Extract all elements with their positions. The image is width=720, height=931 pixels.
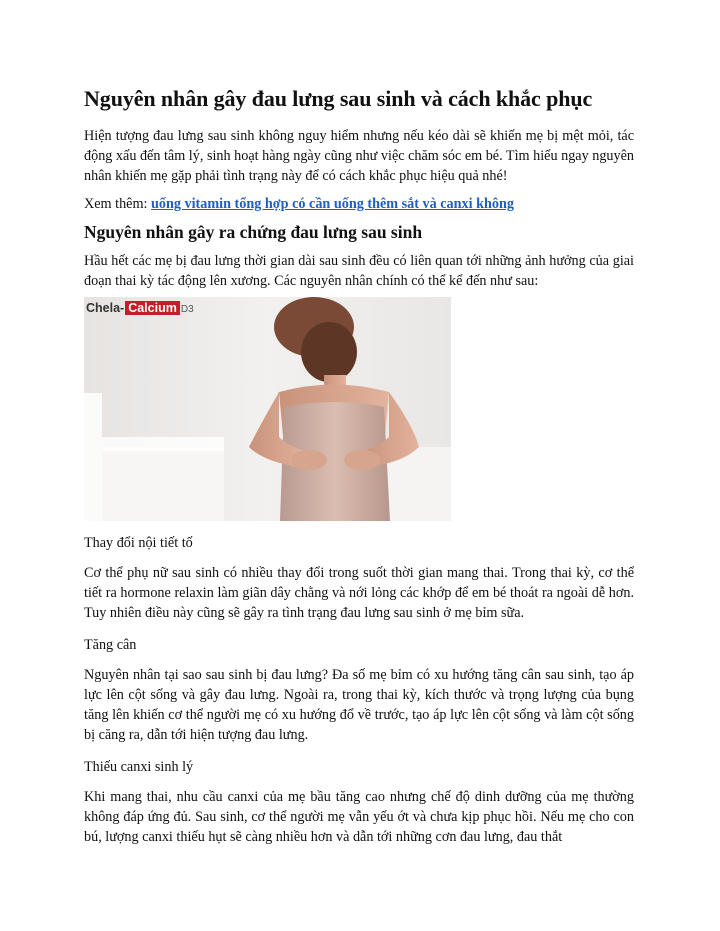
brand-logo-mid: Calcium [125, 301, 180, 315]
article-image [84, 297, 451, 521]
brand-logo [86, 301, 194, 315]
woman-back-pain-illustration [84, 297, 451, 521]
cause-paragraph: Khi mang thai, nhu cầu canxi của mẹ bầu tăng cao nhưng chế độ dinh dưỡng của mẹ thường không đáp ứng đủ. Sau sinh, cơ thể người mẹ vẫn yếu ớt và chưa kịp phục hồi. Nếu mẹ cho con bú, lượng canxi thiếu hụt sẽ càng nhiều hơn và dẫn tới những cơn đau lưng, đau thắt [84, 789, 634, 845]
section-intro-paragraph: Hầu hết các mẹ bị đau lưng thời gian dài sau sinh đều có liên quan tới những ảnh hưởng của giai đoạn thai kỳ tác động lên xương. Các nguyên nhân chính có thể kể đến như sau: [84, 253, 634, 289]
see-also-link[interactable]: uống vitamin tổng hợp có cần uống thêm sắt và canxi không [150, 196, 514, 212]
cause-heading: Tăng cân [84, 637, 137, 653]
cause-paragraph: Nguyên nhân tại sao sau sinh bị đau lưng? Đa số mẹ bỉm có xu hướng tăng cân sau sinh, tạo áp lực lên cột sống và gây đau lưng. Ngoài ra, trong thai kỳ, kích thước và trọng lượng của bụng tăng lên khiến cơ thể người mẹ có xu hướng đổ về trước, tạo áp lực lên cột sống và làm cột sống bị căng ra, dẫn tới hiện tượng đau lưng. [84, 667, 634, 743]
cause-paragraph: Cơ thể phụ nữ sau sinh có nhiều thay đổi trong suốt thời gian mang thai. Trong thai kỳ, cơ thể tiết ra hormone relaxin làm giãn dây chằng và nới lỏng các khớp để em bé thoát ra ngoài dễ hơn. Tuy nhiên điều này cũng sẽ gây ra tình trạng đau lưng sau sinh ở mẹ bỉm sữa. [84, 565, 634, 621]
see-also-line [84, 194, 634, 214]
brand-logo-sub: D3 [180, 304, 194, 315]
document-page [84, 86, 634, 847]
section-heading: Nguyên nhân gây ra chứng đau lưng sau sinh [84, 222, 423, 242]
cause-heading: Thiếu canxi sinh lý [84, 759, 194, 775]
brand-logo-left: Chela- [86, 301, 125, 315]
page-title: Nguyên nhân gây đau lưng sau sinh và cách khắc phục [84, 86, 593, 111]
see-also-prefix: Xem thêm: [84, 196, 151, 212]
cause-heading: Thay đổi nội tiết tố [84, 535, 193, 551]
intro-paragraph: Hiện tượng đau lưng sau sinh không nguy hiểm nhưng nếu kéo dài sẽ khiến mẹ bị mệt mỏi, tác động xấu đến tâm lý, sinh hoạt hàng ngày cũng như việc chăm sóc em bé. Tìm hiểu ngay nguyên nhân khiến mẹ gặp phải tình trạng này để có cách khắc phục hiệu quả nhé! [84, 128, 634, 184]
